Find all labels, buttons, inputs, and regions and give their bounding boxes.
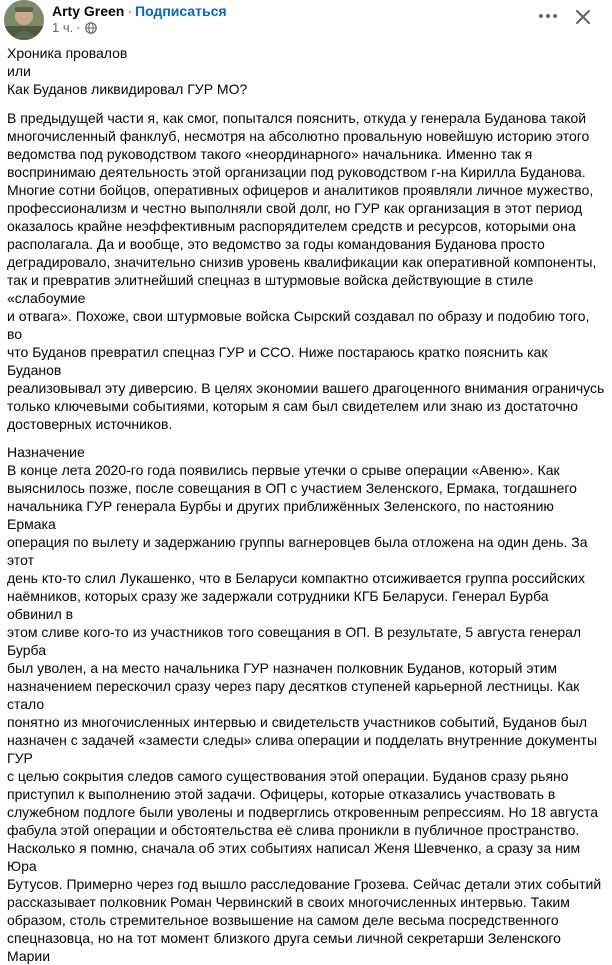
author-line	[52, 2, 227, 20]
more-options-button[interactable]	[536, 6, 560, 26]
close-icon	[572, 6, 594, 28]
post-body	[7, 44, 605, 965]
section-heading: Назначение	[7, 444, 85, 460]
post-header	[0, 0, 612, 44]
globe-icon	[85, 22, 97, 34]
post-timestamp[interactable]: 1 ч.	[52, 20, 74, 35]
post-meta	[52, 20, 97, 36]
subscribe-button[interactable]: Подписаться	[135, 3, 227, 19]
author-name[interactable]: Arty Green	[52, 3, 125, 19]
more-horizontal-icon	[536, 6, 560, 26]
meta-separator: ·	[76, 20, 81, 35]
close-button[interactable]	[572, 6, 594, 28]
author-separator: ·	[127, 3, 133, 19]
post-paragraph: В предыдущей части я, как смог, попытался пояснить, откуда у генерала Буданова такой многочисленный фанклуб, несмотря на абсолютно провальную новейшую историю этого ведомства под руководством такого «неординарного» начальника. Именно так я воспринимаю деятельность этой организации под руководством г-на Кирилла Буданова. Многие сотни бойцов, оперативных офицеров и аналитиков проявляли личное мужество, профессионализм и честно выполняли свой долг, но ГУР как организация в этот период оказалось крайне неэффективным распорядителем средств и ресурсов, которыми она располагала. Да и вообще, это ведомство за годы командования Буданова просто деградировало, значительно снизив уровень квалификации как оперативной компоненты, так и превратив элитнейший спецназ в штурмовые войска действующие в стиле «слабоумие и отвага». Похоже, свои штурмовые войска Сырский создавал по образу и подобию того, во что Буданов превратил спецназ ГУР и ССО. Ниже постараюсь кратко пояснить как Буданов реализовывал эту диверсию. В целях экономии вашего драгоценного внимания ограничусь только ключевыми событиями, которым я сам был свидетелем или знаю из достаточно достоверных источников.	[7, 110, 605, 432]
post-title: Хроника провалов или Как Буданов ликвидировал ГУР МО?	[7, 45, 248, 97]
avatar[interactable]	[4, 0, 44, 40]
post-paragraph: В конце лета 2020-го года появились первые утечки о срыве операции «Авеню». Как выяснилось позже, после совещания в ОП с участием Зеленского, Ермака, тогдашнего начальника ГУР генерала Бурбы и других приближённых Зеленского, по настоянию Ермака операция по вылету и задержанию группы вагнеровцев была отложена на один день. За этот день кто-то слил Лукашенко, что в Беларуси компактно отсиживается группа российских наёмников, которых сразу же задержали сотрудники КГБ Беларуси. Генерал Бурба обвинил в этом сливе кого-то из участников того совещания в ОП. В результате, 5 августа генерал Бурба был уволен, а на место начальника ГУР назначен полковник Буданов, который этим назначением перескочил сразу через пару десятков ступеней карьерной лестницы. Как стало понятно из многочисленных интервью и свидетельств участников событий, Буданов был назначен с задачей «замести следы» слива операции и подделать внутренние документы ГУР с целью сокрытия следов самого существования этой операции. Буданов сразу рьяно приступил к выполнению этой задачи. Офицеры, которые отказались участвовать в служебном подлоге были уволены и подверглись откровенным репрессиям. Но 18 августа фабула этой операции и обстоятельства её слива проникли в публичное пространство. Насколько я помню, сначала об этих событиях написал Женя Шевченко, а сразу за ним Юра Бутусов. Примерно через год вышло расследование Грозева. Сейчас детали этих событий рассказывает полковник Роман Червинский в своих многочисленных интервью. Таким образом, столь стремительное возвышение на самом деле весьма посредственного спецназовца, но на тот момент близкого друга семьи личной секретарши Зеленского Марии	[7, 462, 602, 964]
